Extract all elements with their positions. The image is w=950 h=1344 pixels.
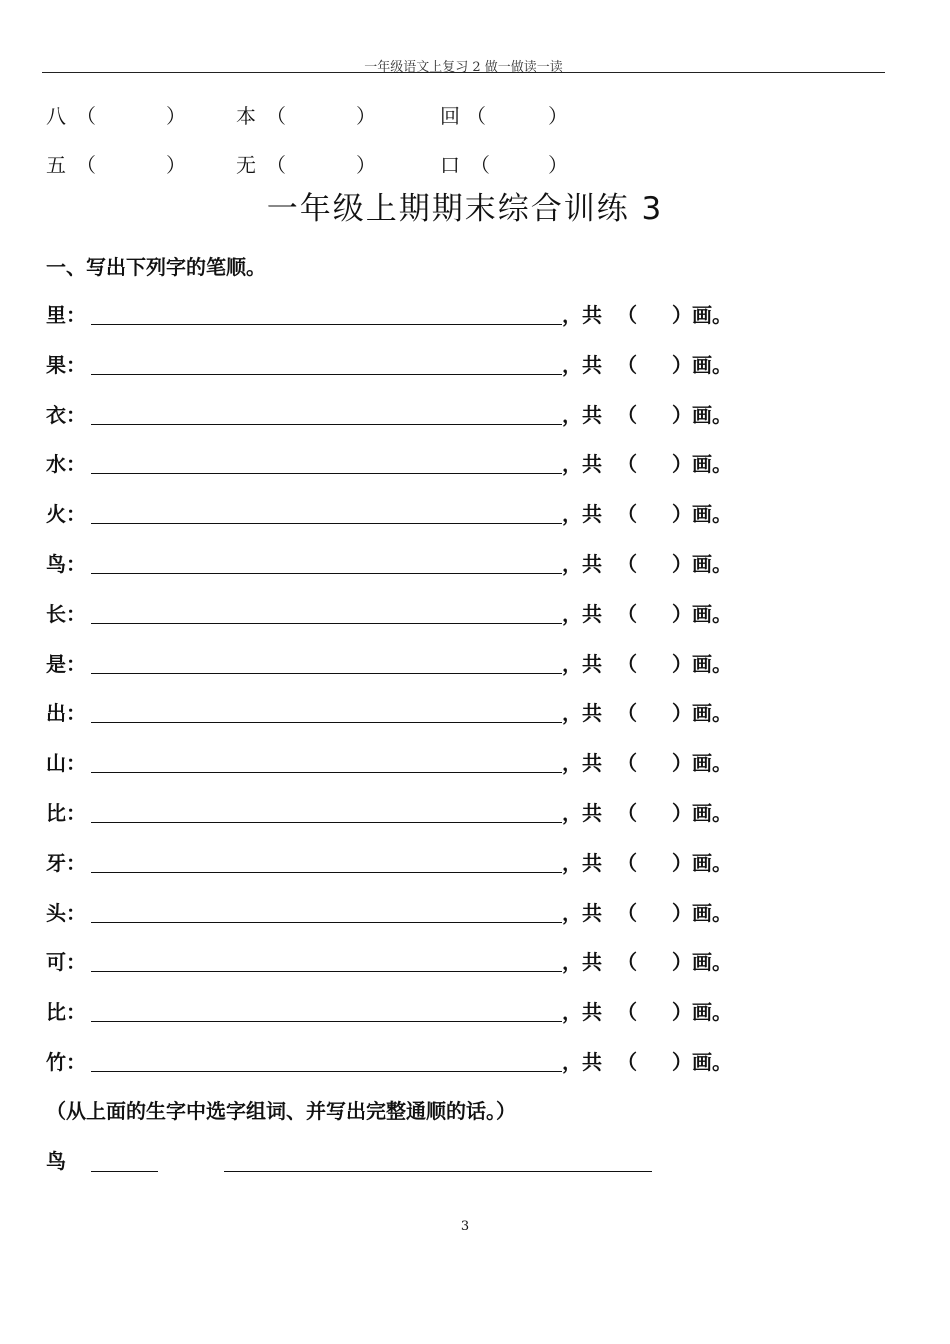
- stroke-answer-line[interactable]: [91, 573, 562, 574]
- stroke-char-label: 长：: [46, 602, 86, 626]
- grid-paren-close: ）: [166, 104, 186, 128]
- page-header: 一年级语文上复习 2 做一做读一读: [364, 60, 563, 75]
- stroke-count-prefix: ，共: [562, 1050, 602, 1074]
- stroke-answer-line[interactable]: [91, 772, 562, 773]
- worksheet-title: 一年级上期期末综合训练 3: [266, 191, 664, 227]
- stroke-order-row: [46, 349, 766, 381]
- grid-paren-close: ）: [548, 153, 568, 177]
- stroke-char-label: 比：: [46, 1000, 86, 1024]
- stroke-count-paren-open: （: [617, 751, 637, 775]
- grid-item: [236, 100, 376, 129]
- grid-item: [46, 149, 186, 178]
- stroke-char-label: 出：: [46, 701, 86, 725]
- stroke-char-label: 竹：: [46, 1050, 86, 1074]
- stroke-char-label: 水：: [46, 452, 86, 476]
- stroke-count: [562, 448, 732, 477]
- stroke-count: [562, 399, 732, 428]
- stroke-count-suffix: ）画。: [672, 403, 732, 427]
- header-divider: [42, 72, 885, 73]
- stroke-count: [562, 747, 732, 776]
- stroke-count-suffix: ）画。: [672, 801, 732, 825]
- stroke-count-suffix: ）画。: [672, 701, 732, 725]
- stroke-count: [562, 498, 732, 527]
- stroke-count-paren-open: （: [617, 452, 637, 476]
- stroke-count: [562, 946, 732, 975]
- stroke-answer-line[interactable]: [91, 523, 562, 524]
- stroke-count-prefix: ，共: [562, 801, 602, 825]
- stroke-answer-line[interactable]: [91, 374, 562, 375]
- stroke-order-row: [46, 996, 766, 1028]
- grid-paren-open: （: [470, 153, 490, 177]
- stroke-count-suffix: ）画。: [672, 1000, 732, 1024]
- stroke-char-label: 牙：: [46, 851, 86, 875]
- stroke-count-paren-open: （: [617, 801, 637, 825]
- stroke-order-row: [46, 747, 766, 779]
- page-number: 3: [460, 1219, 470, 1234]
- stroke-count-prefix: ，共: [562, 901, 602, 925]
- stroke-answer-line[interactable]: [91, 971, 562, 972]
- stroke-count-paren-open: （: [617, 701, 637, 725]
- stroke-count-paren-open: （: [617, 353, 637, 377]
- stroke-count-prefix: ，共: [562, 303, 602, 327]
- stroke-order-row: [46, 847, 766, 879]
- stroke-count-prefix: ，共: [562, 1000, 602, 1024]
- section-heading: 一、写出下列字的笔顺。: [46, 255, 266, 279]
- stroke-count-prefix: ，共: [562, 403, 602, 427]
- stroke-count-paren-open: （: [617, 502, 637, 526]
- stroke-answer-line[interactable]: [91, 1071, 562, 1072]
- stroke-count-paren-open: （: [617, 303, 637, 327]
- stroke-answer-line[interactable]: [91, 424, 562, 425]
- instruction-text: （从上面的生字中选字组词、并写出完整通顺的话。）: [46, 1099, 516, 1123]
- grid-char: 回: [440, 104, 460, 128]
- sentence-answer-line[interactable]: [224, 1171, 652, 1172]
- stroke-count-prefix: ，共: [562, 452, 602, 476]
- stroke-answer-line[interactable]: [91, 623, 562, 624]
- stroke-order-row: [46, 797, 766, 829]
- stroke-answer-line[interactable]: [91, 473, 562, 474]
- grid-paren-open: （: [466, 104, 486, 128]
- stroke-answer-line[interactable]: [91, 673, 562, 674]
- stroke-count-paren-open: （: [617, 552, 637, 576]
- stroke-order-row: [46, 299, 766, 331]
- stroke-count-suffix: ）画。: [672, 552, 732, 576]
- stroke-order-row: [46, 946, 766, 978]
- grid-item: [440, 100, 568, 129]
- stroke-count-paren-open: （: [617, 1050, 637, 1074]
- stroke-count: [562, 598, 732, 627]
- stroke-count: [562, 349, 732, 378]
- stroke-count-suffix: ）画。: [672, 901, 732, 925]
- stroke-count-suffix: ）画。: [672, 602, 732, 626]
- stroke-answer-line[interactable]: [91, 324, 562, 325]
- stroke-count-prefix: ，共: [562, 652, 602, 676]
- stroke-char-label: 可：: [46, 950, 86, 974]
- stroke-order-row: [46, 399, 766, 431]
- stroke-char-label: 比：: [46, 801, 86, 825]
- stroke-order-row: [46, 498, 766, 530]
- grid-char: 五: [46, 153, 66, 177]
- stroke-char-label: 山：: [46, 751, 86, 775]
- stroke-answer-line[interactable]: [91, 872, 562, 873]
- grid-item: [440, 149, 568, 178]
- stroke-char-label: 鸟：: [46, 552, 86, 576]
- stroke-answer-line[interactable]: [91, 922, 562, 923]
- stroke-count: [562, 299, 732, 328]
- stroke-count-prefix: ，共: [562, 552, 602, 576]
- grid-paren-close: ）: [356, 153, 376, 177]
- stroke-count-suffix: ）画。: [672, 353, 732, 377]
- stroke-count-prefix: ，共: [562, 950, 602, 974]
- stroke-count-paren-open: （: [617, 403, 637, 427]
- stroke-count-suffix: ）画。: [672, 1050, 732, 1074]
- stroke-order-row: [46, 548, 766, 580]
- stroke-order-row: [46, 697, 766, 729]
- grid-paren-open: （: [266, 104, 286, 128]
- stroke-count: [562, 847, 732, 876]
- stroke-answer-line[interactable]: [91, 1021, 562, 1022]
- stroke-count-prefix: ，共: [562, 502, 602, 526]
- stroke-count: [562, 996, 732, 1025]
- stroke-count-suffix: ）画。: [672, 452, 732, 476]
- grid-item: [46, 100, 186, 129]
- stroke-char-label: 头：: [46, 901, 86, 925]
- grid-paren-open: （: [76, 104, 96, 128]
- stroke-count-paren-open: （: [617, 901, 637, 925]
- stroke-count: [562, 697, 732, 726]
- grid-paren-close: ）: [166, 153, 186, 177]
- grid-paren-close: ）: [356, 104, 376, 128]
- stroke-count-paren-open: （: [617, 652, 637, 676]
- stroke-count-suffix: ）画。: [672, 502, 732, 526]
- stroke-answer-line[interactable]: [91, 822, 562, 823]
- grid-char: 口: [440, 153, 460, 177]
- stroke-count-prefix: ，共: [562, 701, 602, 725]
- word-char: 鸟: [46, 1149, 66, 1173]
- stroke-count-prefix: ，共: [562, 602, 602, 626]
- stroke-count-paren-open: （: [617, 1000, 637, 1024]
- stroke-count-suffix: ）画。: [672, 751, 732, 775]
- stroke-count-paren-open: （: [617, 950, 637, 974]
- grid-paren-open: （: [76, 153, 96, 177]
- stroke-answer-line[interactable]: [91, 722, 562, 723]
- stroke-count-suffix: ）画。: [672, 851, 732, 875]
- grid-char: 八: [46, 104, 66, 128]
- grid-item: [236, 149, 376, 178]
- stroke-char-label: 衣：: [46, 403, 86, 427]
- stroke-char-label: 里：: [46, 303, 86, 327]
- grid-char: 本: [236, 104, 256, 128]
- stroke-count: [562, 548, 732, 577]
- stroke-order-row: [46, 648, 766, 680]
- stroke-count-suffix: ）画。: [672, 652, 732, 676]
- stroke-count-paren-open: （: [617, 851, 637, 875]
- grid-paren-close: ）: [548, 104, 568, 128]
- stroke-order-row: [46, 448, 766, 480]
- stroke-char-label: 火：: [46, 502, 86, 526]
- grid-paren-open: （: [266, 153, 286, 177]
- stroke-count: [562, 648, 732, 677]
- stroke-order-row: [46, 897, 766, 929]
- stroke-char-label: 是：: [46, 652, 86, 676]
- stroke-count: [562, 897, 732, 926]
- stroke-count: [562, 1046, 732, 1075]
- stroke-count: [562, 797, 732, 826]
- stroke-char-label: 果：: [46, 353, 86, 377]
- stroke-count-paren-open: （: [617, 602, 637, 626]
- stroke-count-suffix: ）画。: [672, 950, 732, 974]
- stroke-count-prefix: ，共: [562, 851, 602, 875]
- stroke-order-row: [46, 1046, 766, 1078]
- stroke-count-prefix: ，共: [562, 353, 602, 377]
- word-answer-line[interactable]: [91, 1171, 158, 1172]
- stroke-order-row: [46, 598, 766, 630]
- grid-char: 无: [236, 153, 256, 177]
- stroke-count-prefix: ，共: [562, 751, 602, 775]
- stroke-count-suffix: ）画。: [672, 303, 732, 327]
